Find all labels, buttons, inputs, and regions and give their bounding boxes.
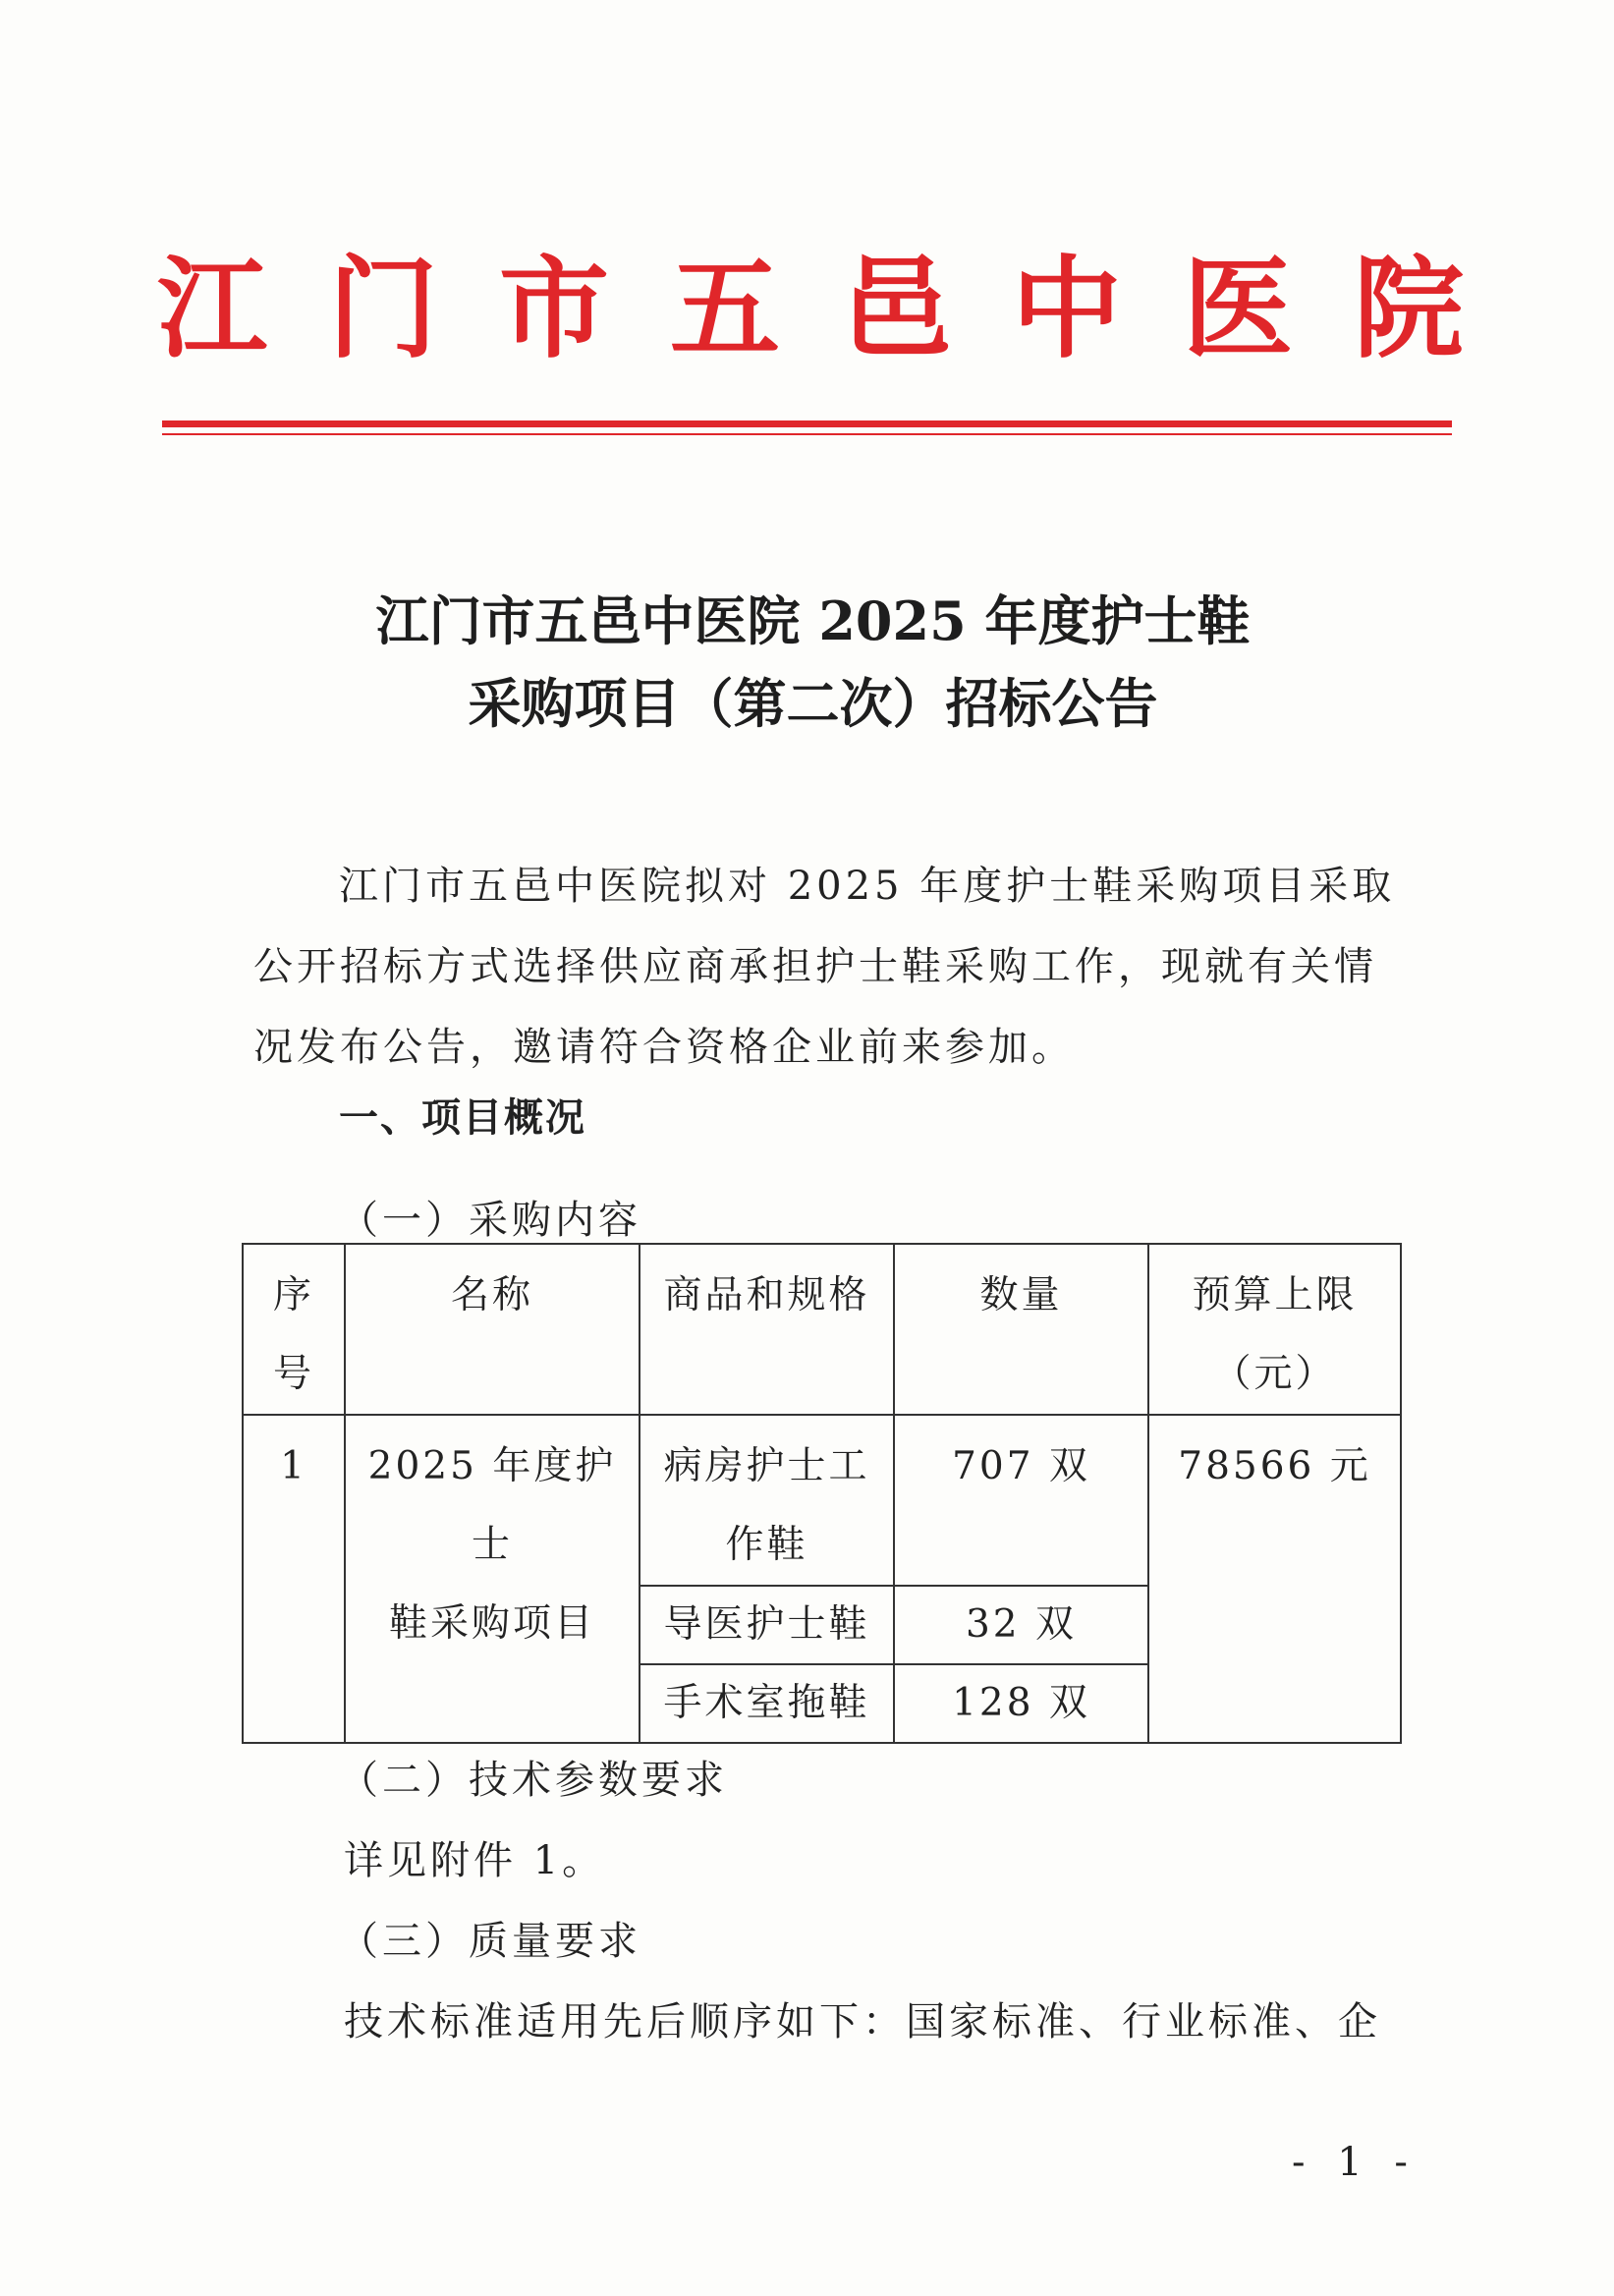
table-header-row	[243, 1244, 1401, 1415]
technical-requirements-text: 详见附件 1。	[344, 1838, 606, 1883]
document-title	[216, 580, 1410, 745]
subheading-procurement-content: （一）采购内容	[339, 1198, 641, 1243]
cell-name-line1: 2025 年度护士	[367, 1444, 617, 1567]
letterhead-char: 医	[1183, 245, 1293, 373]
header-seq-line1: 序	[272, 1273, 314, 1317]
header-seq	[243, 1244, 345, 1415]
letterhead-char: 门	[328, 245, 438, 373]
letterhead-char: 邑	[841, 245, 951, 373]
page-number: - 1 -	[1292, 2140, 1418, 2185]
subheading-technical-requirements: （二）技术参数要求	[339, 1758, 728, 1803]
procurement-table	[242, 1243, 1402, 1744]
cell-spec-line1: 病房护士工	[663, 1444, 870, 1488]
letterhead-char: 院	[1354, 245, 1464, 373]
header-spec: 商品和规格	[640, 1244, 894, 1415]
cell-qty: 707 双	[894, 1415, 1148, 1586]
cell-spec: 手术室拖鞋	[640, 1664, 894, 1743]
table-row	[243, 1415, 1401, 1586]
quality-requirements-text: 技术标准适用先后顺序如下：国家标准、行业标准、企	[344, 1999, 1381, 2044]
cell-spec	[640, 1415, 894, 1586]
letterhead-char: 五	[670, 245, 780, 373]
header-seq-line2: 号	[272, 1352, 314, 1396]
letterhead-divider-thick	[162, 420, 1452, 427]
intro-line-2: 公开招标方式选择供应商承担护士鞋采购工作，现就有关情	[253, 944, 1377, 989]
subheading-quality-requirements: （三）质量要求	[339, 1919, 641, 1964]
cell-spec: 导医护士鞋	[640, 1586, 894, 1664]
cell-name-line2: 鞋采购项目	[388, 1601, 595, 1646]
header-budget	[1148, 1244, 1401, 1415]
header-name: 名称	[345, 1244, 640, 1415]
letterhead	[157, 236, 1464, 383]
section-heading: 一、项目概况	[339, 1095, 586, 1141]
header-budget-line1: 预算上限	[1192, 1273, 1358, 1317]
intro-line-1: 江门市五邑中医院拟对 2025 年度护士鞋采购项目采取	[339, 864, 1396, 909]
title-line-2: 采购项目（第二次）招标公告	[468, 672, 1158, 735]
title-line-1: 江门市五邑中医院 2025 年度护士鞋	[375, 589, 1251, 652]
letterhead-char: 中	[1012, 245, 1122, 373]
letterhead-divider-thin	[162, 433, 1452, 435]
cell-qty: 128 双	[894, 1664, 1148, 1743]
header-budget-line2: （元）	[1212, 1352, 1337, 1396]
cell-name	[345, 1415, 640, 1743]
cell-budget: 78566 元	[1148, 1415, 1401, 1743]
intro-line-3: 况发布公告，邀请符合资格企业前来参加。	[253, 1025, 1075, 1070]
header-qty: 数量	[894, 1244, 1148, 1415]
cell-spec-line2: 作鞋	[725, 1523, 808, 1567]
cell-qty: 32 双	[894, 1586, 1148, 1664]
cell-seq: 1	[243, 1415, 345, 1743]
letterhead-char: 市	[499, 245, 609, 373]
letterhead-char: 江	[157, 245, 267, 373]
